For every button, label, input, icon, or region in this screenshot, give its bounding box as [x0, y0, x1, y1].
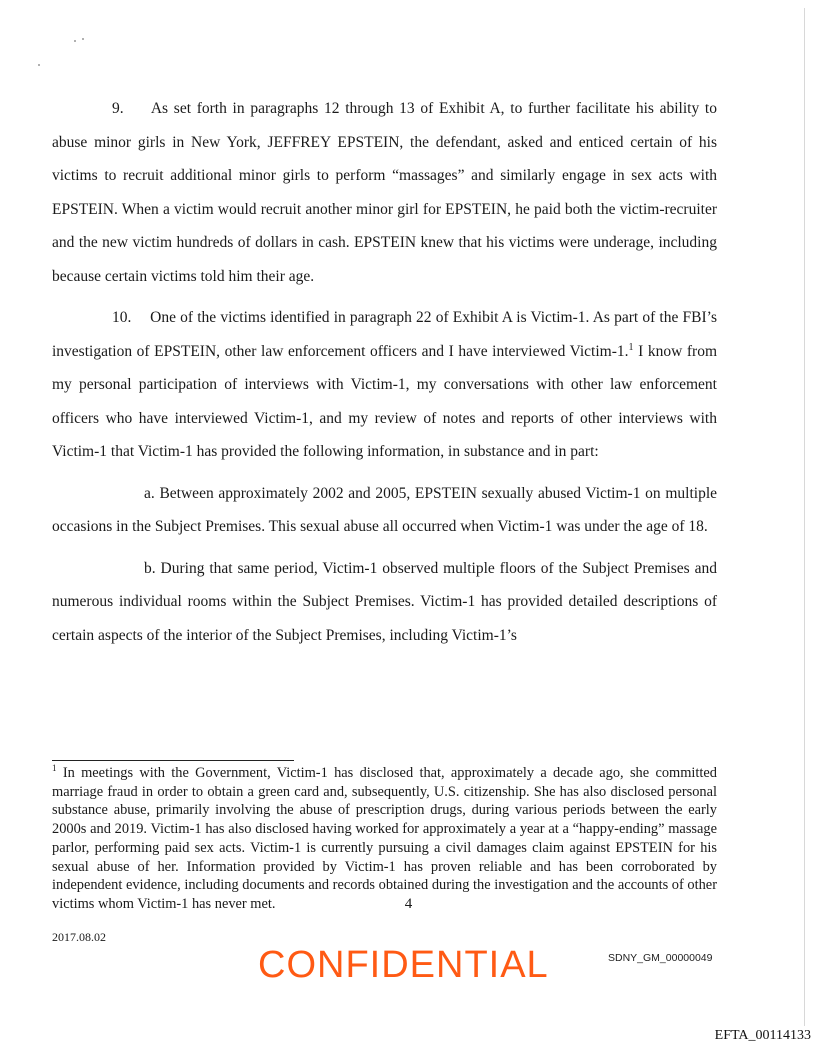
scan-edge-line [804, 8, 805, 1026]
scan-speck [38, 64, 40, 66]
footnote-number: 1 [52, 763, 57, 774]
efta-number: EFTA_00114133 [714, 1028, 811, 1043]
paragraph-number: 9. [112, 100, 124, 117]
subparagraph-b [52, 552, 717, 653]
footnote-text: In meetings with the Government, Victim-1 has disclosed that, approximately a decade ago, she committed marriage fraud in order to obtain a green card and, subsequently, U.S. citizenship. She has also disclosed personal substance abuse, primarily involving the abuse of prescription drugs, during various periods between the early 2000s and 2019. Victim-1 has also disclosed having worked for approximately a year at a “happy-ending” massage parlor, performing paid sex acts. Victim-1 is currently pursuing a civil damages claim against EPSTEIN for his sexual abuse of her. Information provided by Victim-1 has proven reliable and has been corroborated by independent evidence, including documents and records obtained during the investigation and the accounts of other victims whom Victim-1 has never met. [52, 765, 717, 912]
paragraph-9 [52, 92, 717, 293]
confidential-stamp: CONFIDENTIAL [258, 944, 549, 986]
footnote [52, 764, 717, 914]
subparagraph-a [52, 477, 717, 544]
scan-speck [82, 38, 84, 40]
paragraph-10 [52, 301, 717, 469]
paragraph-text: As set forth in paragraphs 12 through 13 of Exhibit A, to further facilitate his ability to abuse minor girls in New York, JEFFREY EPSTEIN, the defendant, asked and enticed certain of his victims to recruit additional minor girls to perform “massages” and similarly engage in sex acts with EPSTEIN. When a victim would recruit another minor girl for EPSTEIN, he paid both the victim-recruiter and the new victim hundreds of dollars in cash. EPSTEIN knew that his victims were underage, including because certain victims told him their age. [52, 100, 717, 285]
subparagraph-text: During that same period, Victim-1 observed multiple floors of the Subject Premises and numerous individual rooms within the Subject Premises. Victim-1 has provided detailed descriptions of certain aspects of the interior of the Subject Premises, including Victim-1’s [52, 559, 717, 644]
footnote-divider [52, 760, 294, 761]
body-text [52, 92, 717, 660]
subparagraph-label: a. [144, 484, 155, 502]
footnote-reference: 1 [628, 341, 634, 353]
paragraph-number: 10. [112, 309, 132, 326]
subparagraph-text: Between approximately 2002 and 2005, EPSTEIN sexually abused Victim-1 on multiple occasions in the Subject Premises. This sexual abuse all occurred when Victim-1 was under the age of 18. [52, 484, 718, 535]
paragraph-text: One of the victims identified in paragraph 22 of Exhibit A is Victim-1. As part of the FBI’s investigation of EPSTEIN, other law enforcement officers and I have interviewed Victim-1. [52, 309, 717, 360]
page-number: 4 [404, 896, 413, 912]
scan-speck [74, 40, 76, 42]
paragraph-text-continued: I know from my personal participation of interviews with Victim-1, my conversations with other law enforcement officers who have interviewed Victim-1, and my review of notes and reports of other interviews with Victim-1 that Victim-1 has provided the following information, in substance and in part: [52, 342, 717, 460]
form-date: 2017.08.02 [52, 930, 106, 944]
subparagraph-label: b. [144, 559, 156, 577]
bates-number: SDNY_GM_00000049 [608, 952, 713, 964]
